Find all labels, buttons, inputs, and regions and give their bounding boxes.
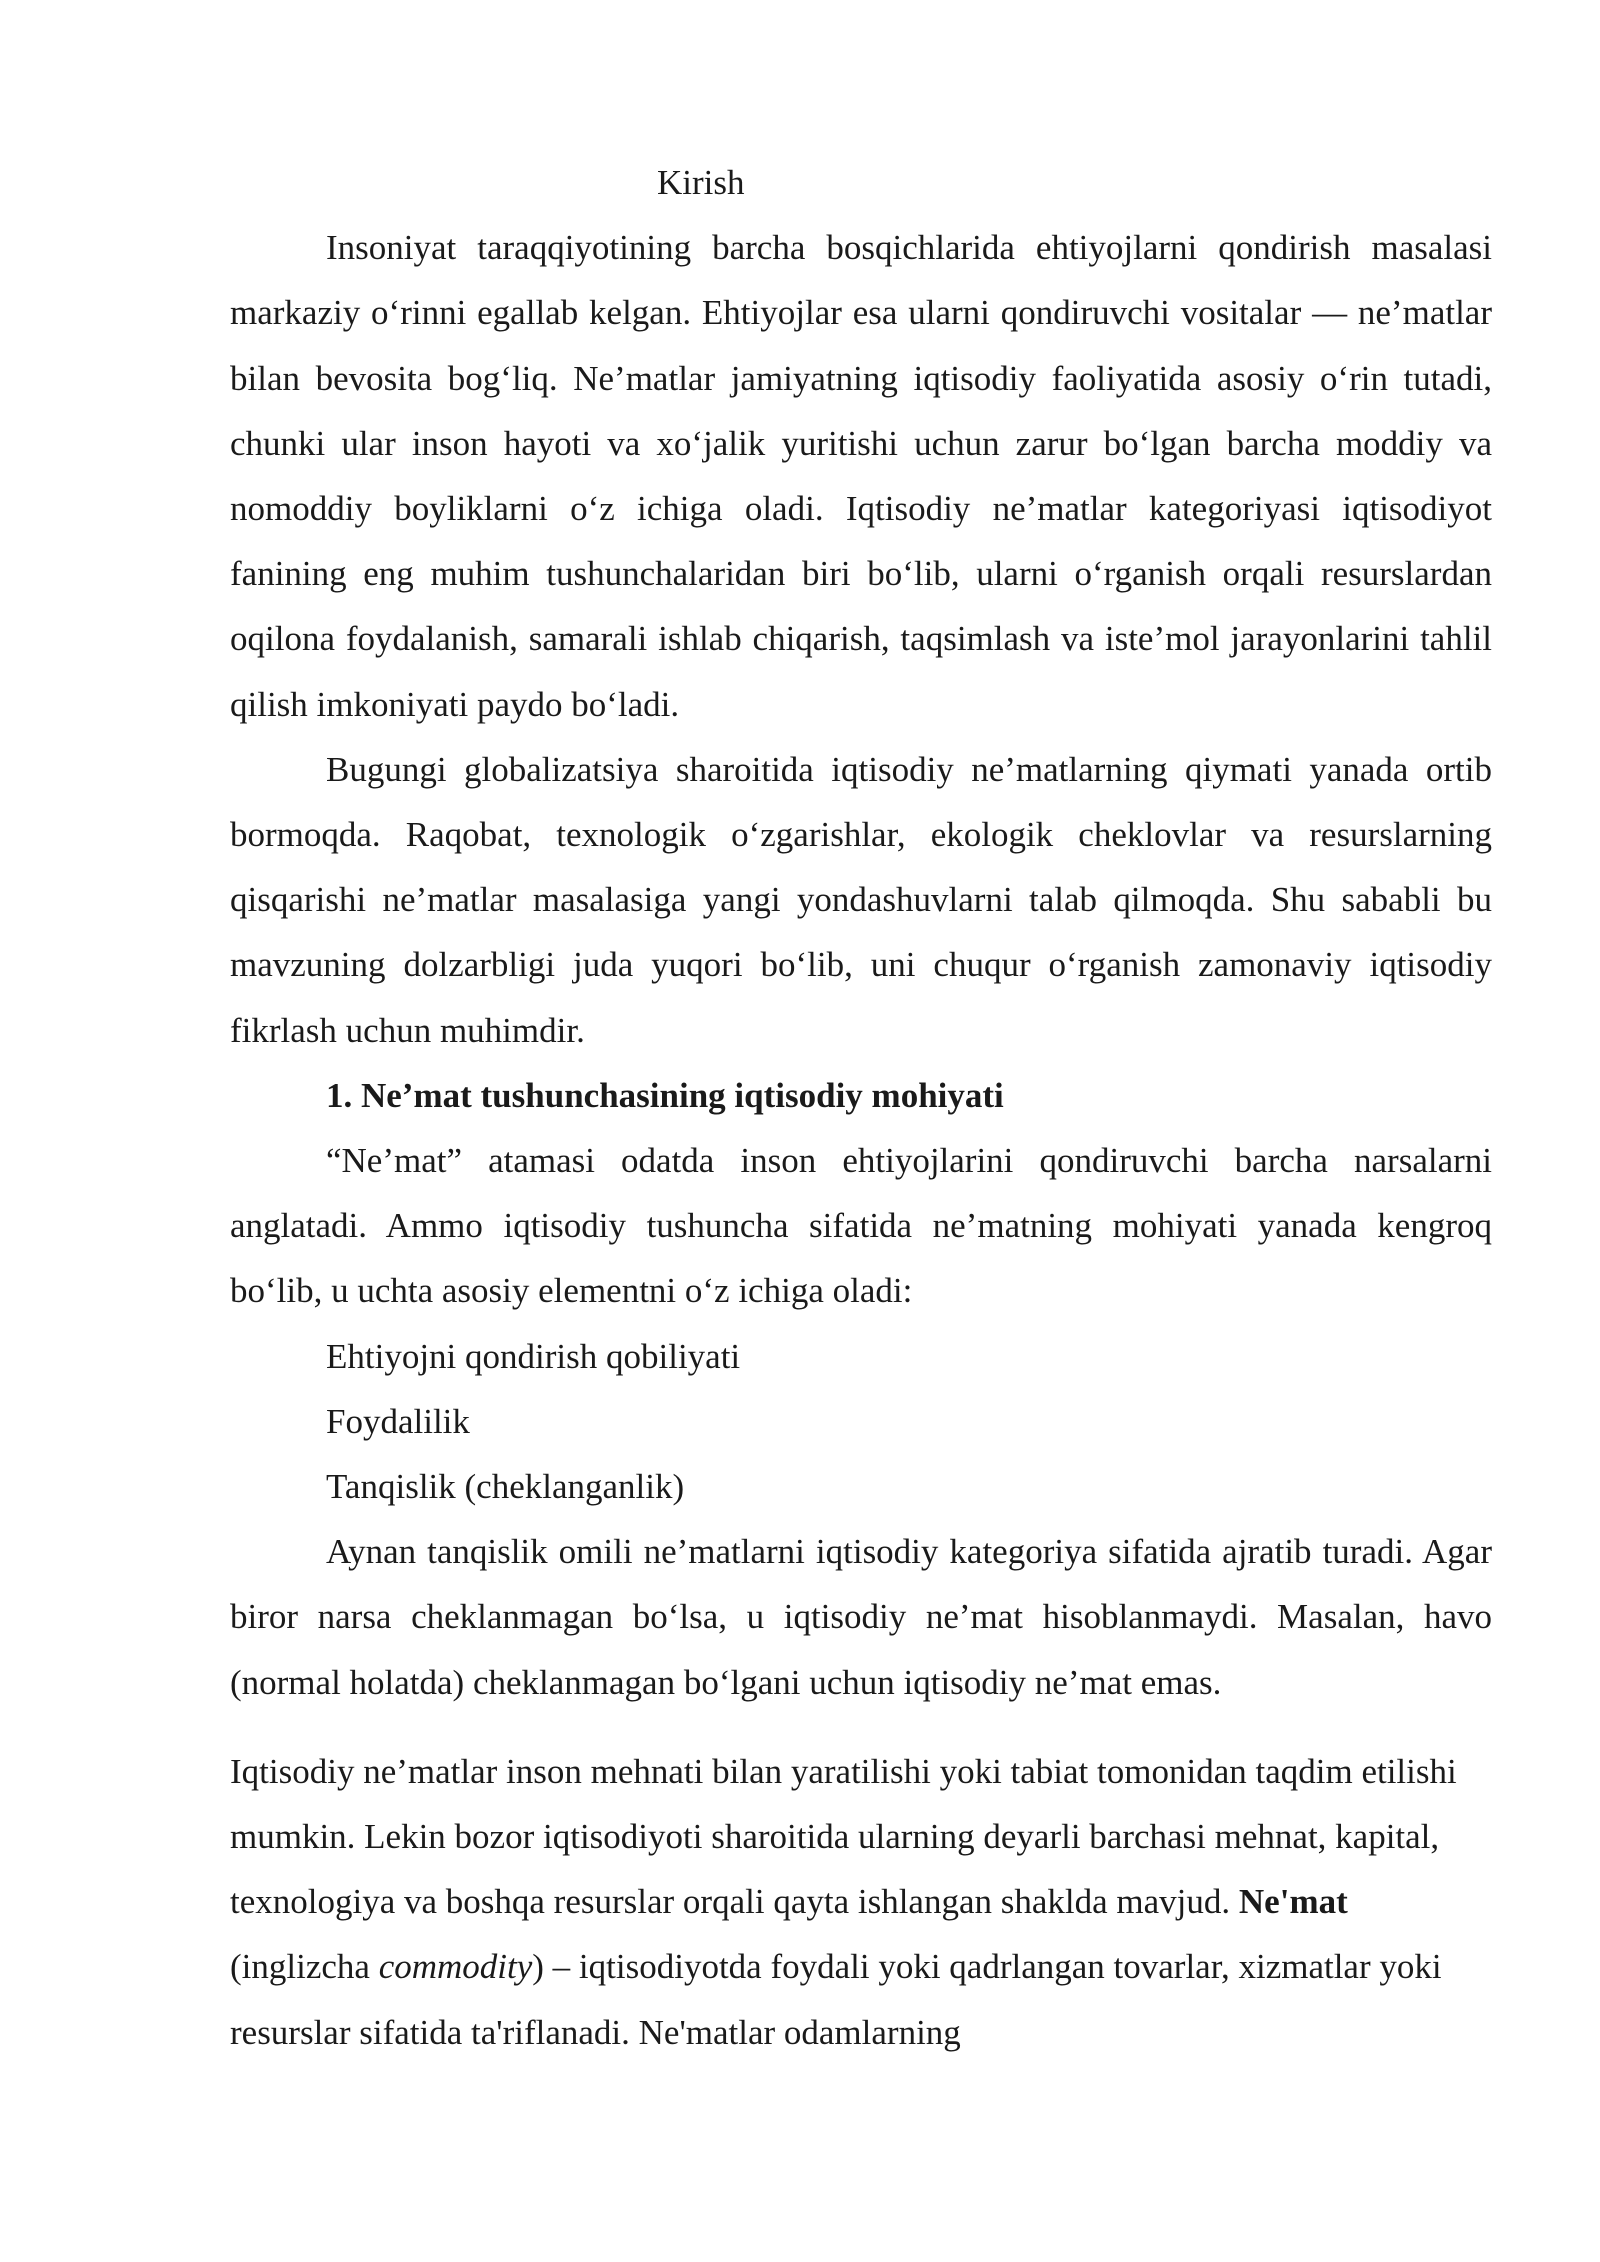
- intro-paragraph-2: Bugungi globalizatsiya sharoitida iqtisodiy ne’matlarning qiymati yanada ortib bormoqda. Raqobat, texnologik o‘zgarishlar, ekologik cheklovlar va resurslarning qisqarishi ne’matlar masalasiga yangi yondashuvlarni talab qilmoqda. Shu sababli bu mavzuning dolzarbligi juda yuqori bo‘lib, uni chuqur o‘rganish zamonaviy iqtisodiy fikrlash uchun muhimdir.: [230, 749, 1492, 1050]
- document-page: [230, 150, 1492, 2065]
- section-heading: 1. Ne’mat tushunchasining iqtisodiy mohiyati: [326, 1075, 1004, 1115]
- term-nemat: Ne'mat: [1238, 1882, 1348, 1922]
- paren-close: ): [532, 1947, 544, 1987]
- list-item: Foydalilik: [326, 1401, 470, 1441]
- section-paragraph: “Ne’mat” atamasi odatda inson ehtiyojlarini qondiruvchi barcha narsalarni anglatadi. Ammo iqtisodiy tushuncha sifatida ne’matning mohiyati yanada kengroq bo‘lib, u uchta asosiy elementni o‘z ichiga oladi:: [230, 1141, 1492, 1311]
- scarcity-paragraph: Aynan tanqislik omili ne’matlarni iqtisodiy kategoriya sifatida ajratib turadi. Agar biror narsa cheklanmagan bo‘lsa, u iqtisodiy ne’mat hisoblanmaydi. Masalan, havo (normal holatda) cheklanmagan bo‘lgani uchun iqtisodiy ne’mat emas.: [230, 1532, 1492, 1702]
- list-item: Ehtiyojni qondirish qobiliyati: [326, 1336, 741, 1376]
- paren-open: (inglizcha: [230, 1947, 370, 1987]
- closing-lead: Iqtisodiy ne’matlar inson mehnati bilan yaratilishi yoki tabiat tomonidan taqdim etilishi mumkin. Lekin bozor iqtisodiyoti sharoitida ularning deyarli barchasi mehnat, kapital, texnologiya va boshqa resurslar orqali qayta ishlangan shaklda mavjud.: [230, 1751, 1457, 1922]
- page-title: Kirish: [657, 163, 745, 202]
- english-term: commodity: [378, 1947, 533, 1987]
- definition-text: – iqtisodiyotda foydali yoki qadrlangan tovarlar, xizmatlar yoki resurslar sifatida ta'riflanadi. Ne'matlar odamlarning: [230, 1947, 1442, 2052]
- list-item: Tanqislik (cheklanganlik): [326, 1467, 685, 1507]
- closing-paragraph: [230, 1739, 1492, 2065]
- paragraph-gap: [230, 1715, 1492, 1739]
- intro-paragraph-1: Insoniyat taraqqiyotining barcha bosqichlarida ehtiyojlarni qondirish masalasi markaziy o‘rinni egallab kelgan. Ehtiyojlar esa ularni qondiruvchi vositalar — ne’matlar bilan bevosita bog‘liq. Ne’matlar jamiyatning iqtisodiy faoliyatida asosiy o‘rin tutadi, chunki ular inson hayoti va xo‘jalik yuritishi uchun zarur bo‘lgan barcha moddiy va nomoddiy boyliklarni o‘z ichiga oladi. Iqtisodiy ne’matlar kategoriyasi iqtisodiyot fanining eng muhim tushunchalaridan biri bo‘lib, ularni o‘rganish orqali resurslardan oqilona foydalanish, samarali ishlab chiqarish, taqsimlash va iste’mol jarayonlarini tahlil qilish imkoniyati paydo bo‘ladi.: [230, 228, 1492, 724]
